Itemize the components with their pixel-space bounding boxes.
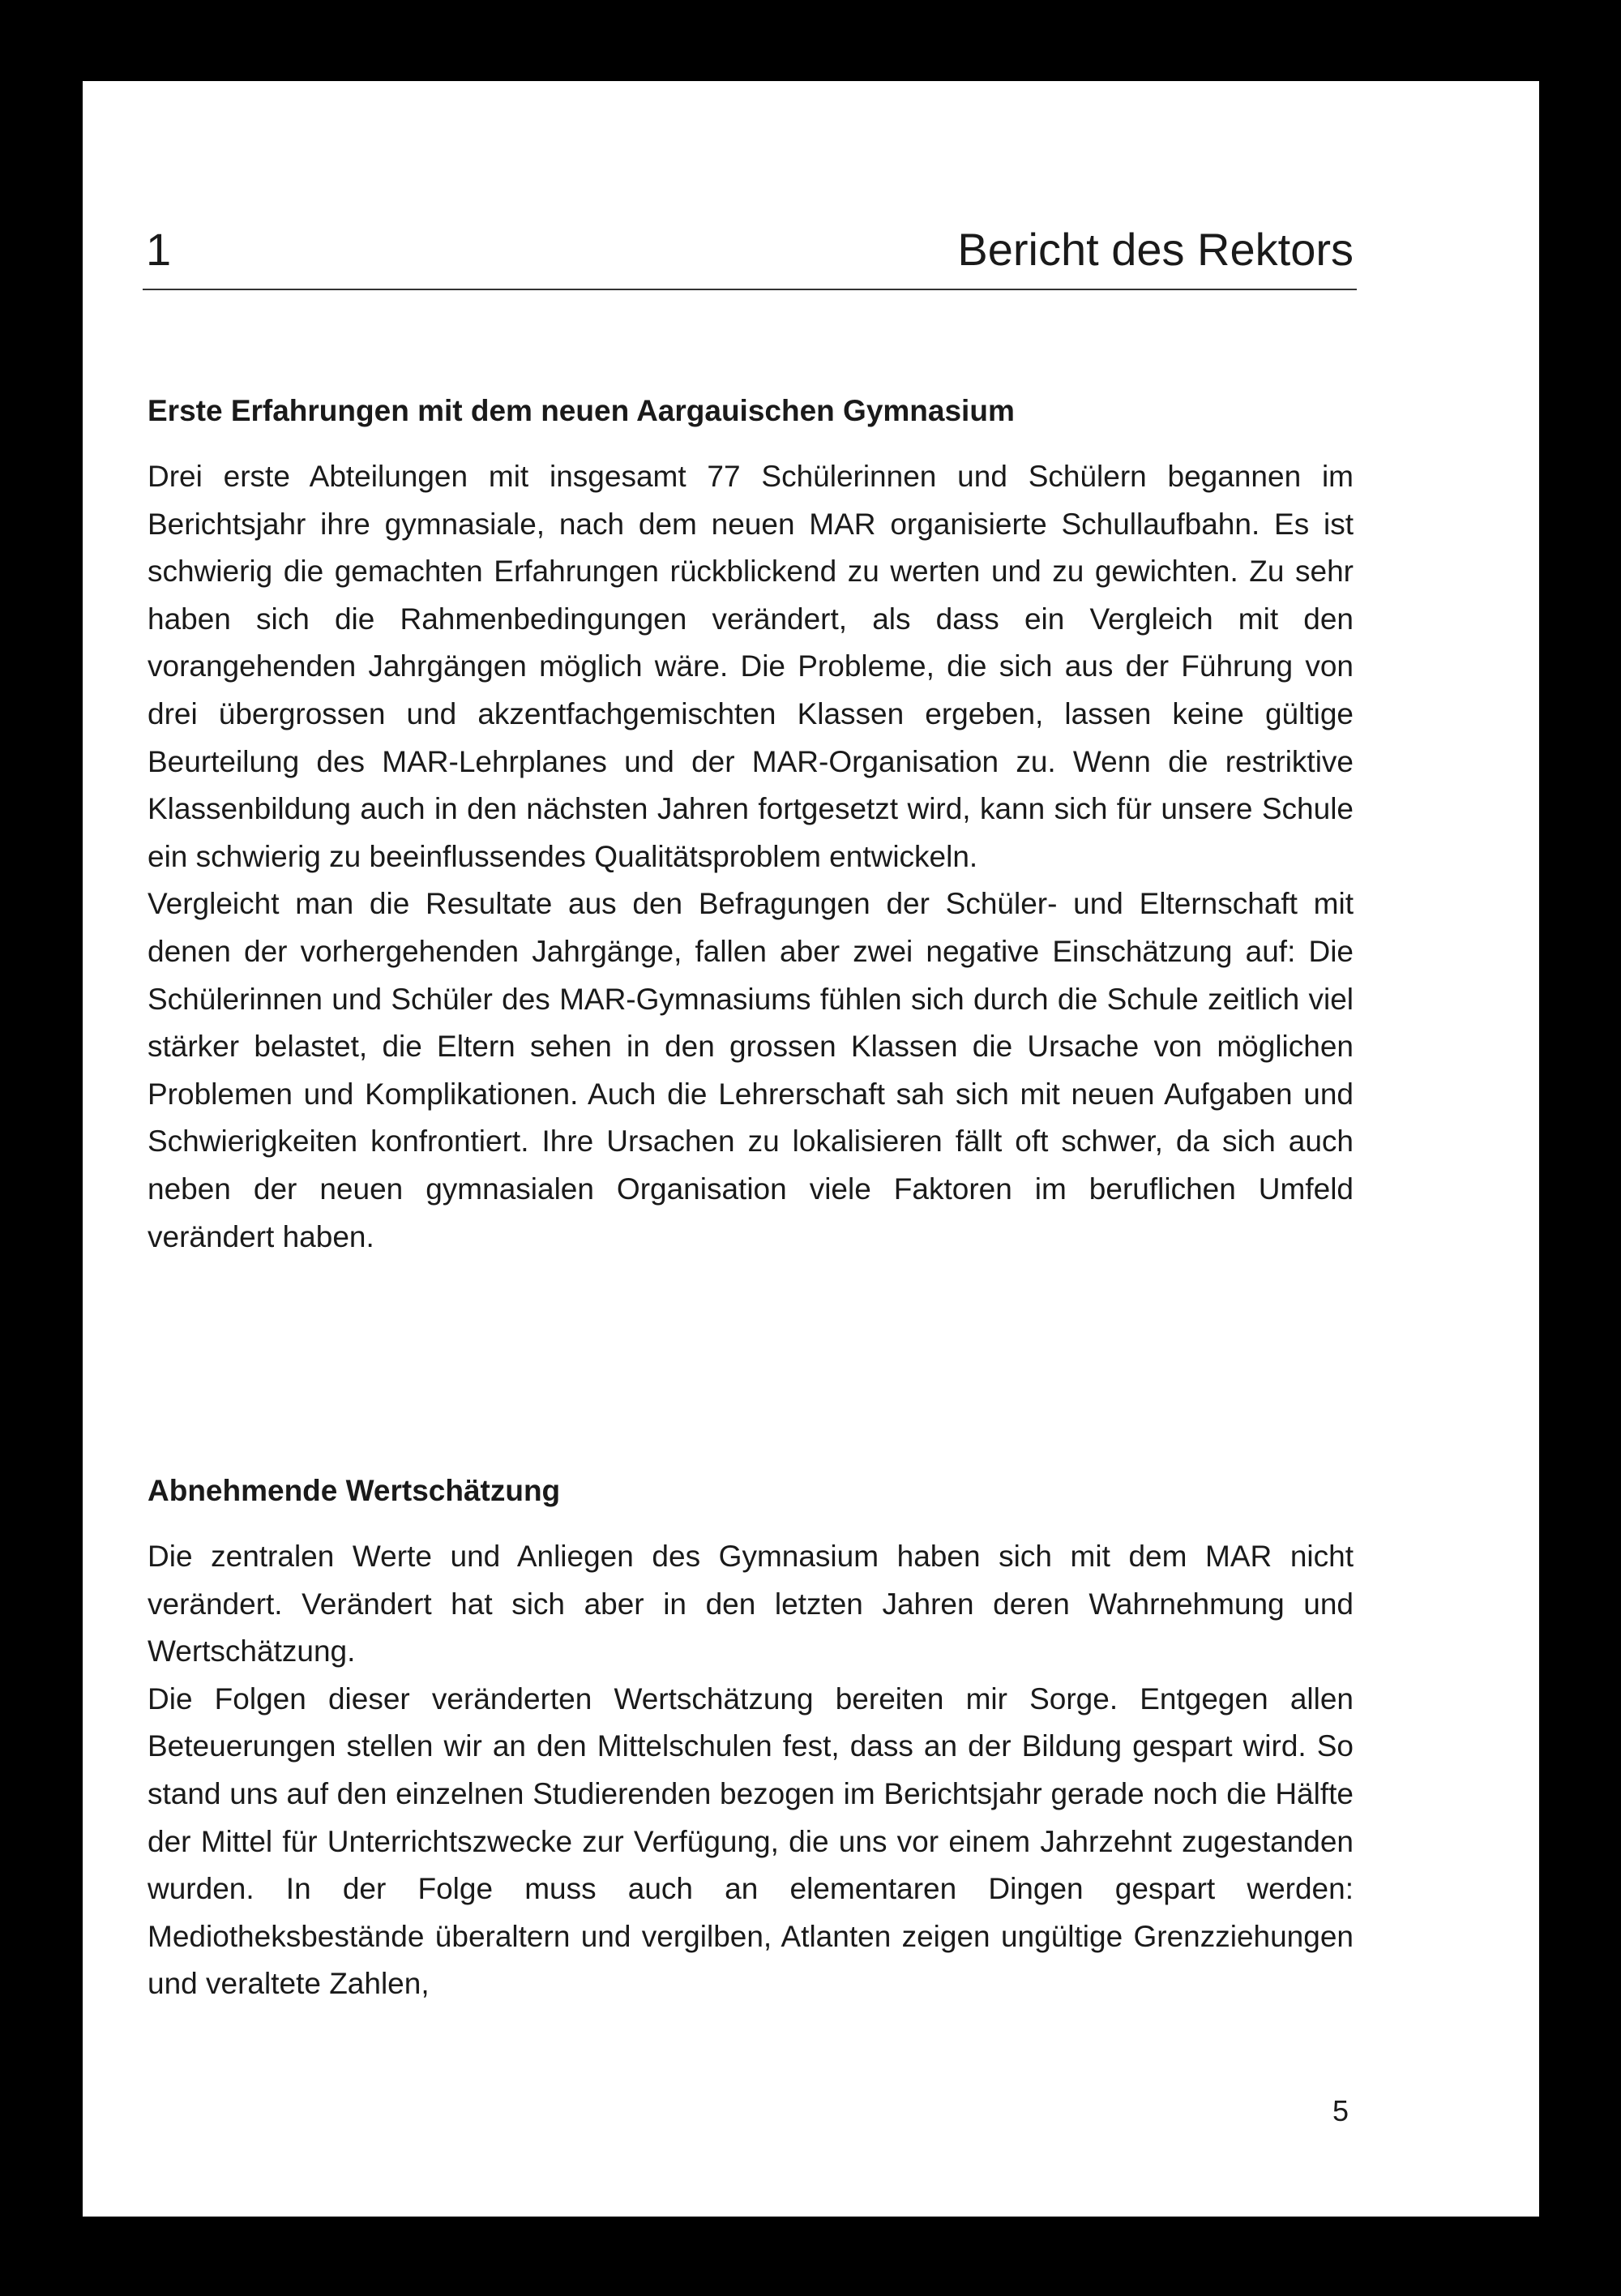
section-heading: Erste Erfahrungen mit dem neuen Aargauischen Gymnasium — [148, 394, 1015, 427]
paragraph: Die zentralen Werte und Anliegen des Gymnasium haben sich mit dem MAR nicht verändert. Verändert hat sich aber in den letzten Jahren deren Wahrnehmung und Wertschätzung. — [148, 1540, 1354, 1668]
paragraph: Drei erste Abteilungen mit insgesamt 77 Schülerinnen und Schülern begannen im Berichtsjahr ihre gymnasiale, nach dem neuen MAR organisierte Schullaufbahn. Es ist schwierig die gemachten Erfahrungen rückblickend zu werten und zu gewichten. Zu sehr haben sich die Rahmenbedingungen verändert, als dass ein Vergleich mit den vorangehenden Jahrgängen möglich wäre. Die Probleme, die sich aus der Führung von drei übergrossen und akzentfachgemischten Klassen ergeben, lassen keine gültige Beurteilung des MAR-Lehrplanes und der MAR-Organisation zu. Wenn die restriktive Klassenbildung auch in den nächsten Jahren fortgesetzt wird, kann sich für unsere Schule ein schwierig zu beeinflussendes Qualitätsproblem entwickeln. — [148, 460, 1354, 873]
chapter-header — [143, 217, 1357, 290]
chapter-title: Bericht des Rektors — [957, 224, 1354, 275]
page-number: 5 — [1332, 2094, 1349, 2127]
section-decreasing-appreciation — [148, 1471, 1354, 2008]
paragraph: Vergleicht man die Resultate aus den Befragungen der Schüler- und Elternschaft mit denen der vorhergehenden Jahrgänge, fallen aber zwei negative Einschätzung auf: Die Schülerinnen und Schüler des MAR-Gymnasiums fühlen sich durch die Schule zeitlich viel stärker belastet, die Eltern sehen in den grossen Klassen die Ursache von möglichen Problemen und Komplikationen. Auch die Lehrerschaft sah sich mit neuen Aufgaben und Schwierigkeiten konfrontiert. Ihre Ursachen zu lokalisieren fällt oft schwer, da sich auch neben der neuen gymnasialen Organisation viele Faktoren im beruflichen Umfeld verändert haben. — [148, 887, 1354, 1253]
section-first-experiences — [148, 391, 1354, 1261]
section-heading: Abnehmende Wertschätzung — [148, 1474, 561, 1507]
paragraph: Die Folgen dieser veränderten Wertschätzung bereiten mir Sorge. Entgegen allen Beteuerungen stellen wir an den Mittelschulen fest, dass an der Bildung gespart wird. So stand uns auf den einzelnen Studierenden bezogen im Berichtsjahr gerade noch die Hälfte der Mittel für Unterrichtszwecke zur Verfügung, die uns vor einem Jahrzehnt zugestanden wurden. In der Folge muss auch an elementaren Dingen gespart werden: Mediotheksbestände überaltern und vergilben, Atlanten zeigen ungültige Grenzziehungen und veraltete Zahlen, — [148, 1681, 1354, 2001]
chapter-number: 1 — [146, 224, 172, 275]
